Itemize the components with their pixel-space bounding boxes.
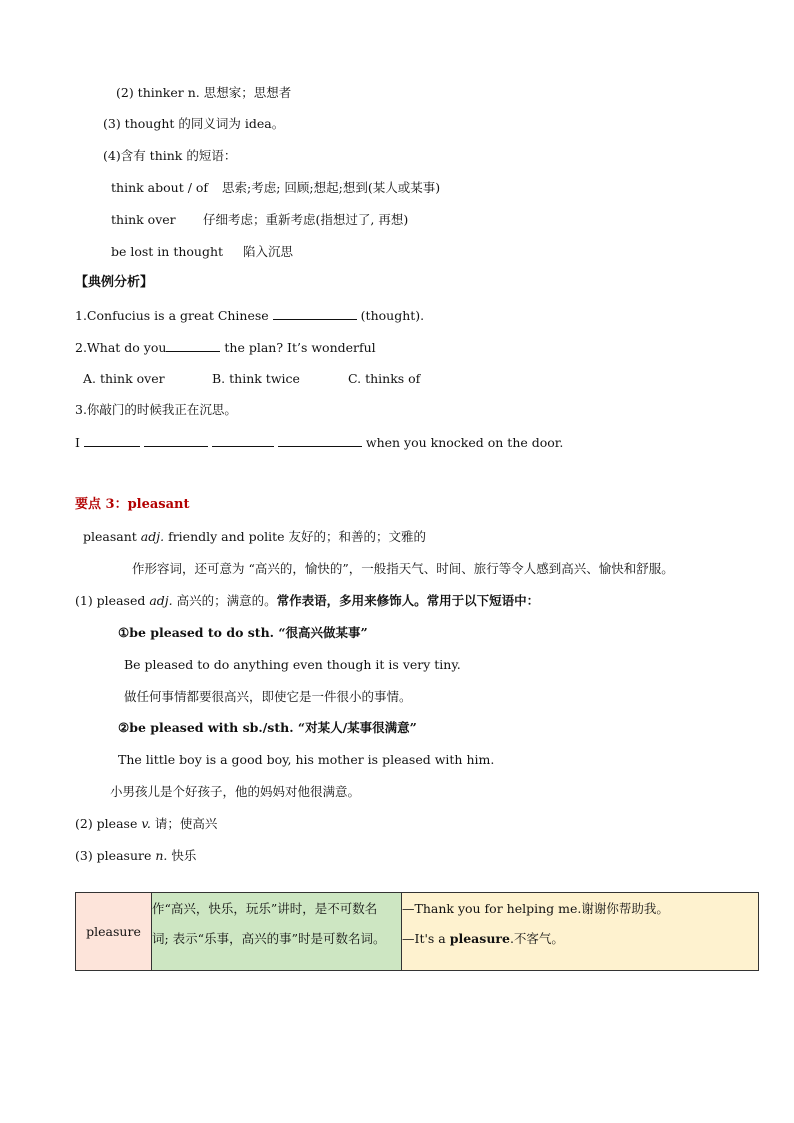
usage-line-1: 作“高兴，快乐，玩乐”讲时，是不可数名 <box>152 901 378 916</box>
answer-blank[interactable] <box>144 434 208 447</box>
option-c: C. thinks of <box>348 371 421 386</box>
question-1: 1.Confucius is a great Chinese (thought). <box>75 308 425 323</box>
phrase-cn: 陷入沉思 <box>243 244 294 259</box>
thinker-line: (2) thinker n. 思想家；思想者 <box>116 85 292 100</box>
examples-heading: 【典例分析】 <box>75 275 154 290</box>
question-2: 2.What do you the plan? It’s wonderful <box>75 340 376 355</box>
dialog-line-2: —It's a pleasure.不客气。 <box>402 931 564 946</box>
usage-line-2: 词; 表示“乐事，高兴的事”时是可数名词。 <box>152 931 386 946</box>
table-usage-cell <box>152 893 402 971</box>
pleasant-note: 作形容词，还可意为 “高兴的，愉快的”，一般指天气、时间、旅行等令人感到高兴、愉快和舒服。 <box>132 561 674 576</box>
example-cn-2: 小男孩儿是个好孩子，他的妈妈对他很满意。 <box>110 784 361 799</box>
pleasant-definition: pleasant adj. friendly and polite 友好的；和善的；文雅的 <box>83 529 427 544</box>
think-phrases-intro: (4)含有 think 的短语： <box>103 148 237 163</box>
phrase-think-about <box>111 180 440 196</box>
phrase-think-over <box>111 212 409 228</box>
pleasure-table <box>75 892 759 971</box>
thought-synonym-line: (3) thought 的同义词为 idea。 <box>103 116 285 131</box>
answer-blank[interactable] <box>84 434 140 447</box>
example-en-2: The little boy is a good boy, his mother is pleased with him. <box>118 752 495 767</box>
pleased-line: (1) pleased adj. 高兴的；满意的。常作表语，多用来修饰人。常用于以下短语中： <box>75 593 540 608</box>
option-b: B. think twice <box>212 371 300 386</box>
pleasure-line: (3) pleasure n. 快乐 <box>75 848 197 863</box>
phrase-cn: 仔细考虑；重新考虑(指想过了, 再想) <box>203 212 409 227</box>
phrase-pleased-to-do: ①be pleased to do sth. “很高兴做某事” <box>118 625 368 640</box>
example-en-1: Be pleased to do anything even though it is very tiny. <box>124 657 461 672</box>
answer-blank[interactable] <box>212 434 274 447</box>
table-label: pleasure <box>86 924 141 939</box>
phrase-pleased-with: ②be pleased with sb./sth. “对某人/某事很满意” <box>118 720 417 735</box>
answer-blank[interactable] <box>166 339 220 352</box>
example-cn-1: 做任何事情都要很高兴，即使它是一件很小的事情。 <box>124 689 412 704</box>
phrase-lost-in-thought <box>111 244 294 260</box>
phrase-en: be lost in thought <box>111 244 224 259</box>
section-heading-pleasant: 要点 3：pleasant <box>75 497 190 512</box>
question-3: 3.你敲门的时候我正在沉思。 <box>75 402 237 417</box>
phrase-cn: 思索;考虑; 回顾;想起;想到(某人或某事) <box>222 180 441 195</box>
answer-blank[interactable] <box>278 434 362 447</box>
table-label-cell <box>76 893 152 971</box>
answer-blank[interactable] <box>273 307 357 320</box>
dialog-line-1: —Thank you for helping me.谢谢你帮助我。 <box>402 901 669 916</box>
question-3-sentence: I when you knocked on the door. <box>75 435 564 450</box>
table-example-cell <box>402 893 759 971</box>
please-line: (2) please v. 请；使高兴 <box>75 816 218 831</box>
phrase-en: think about / of <box>111 180 209 195</box>
phrase-en: think over <box>111 212 176 227</box>
option-a: A. think over <box>83 371 165 386</box>
